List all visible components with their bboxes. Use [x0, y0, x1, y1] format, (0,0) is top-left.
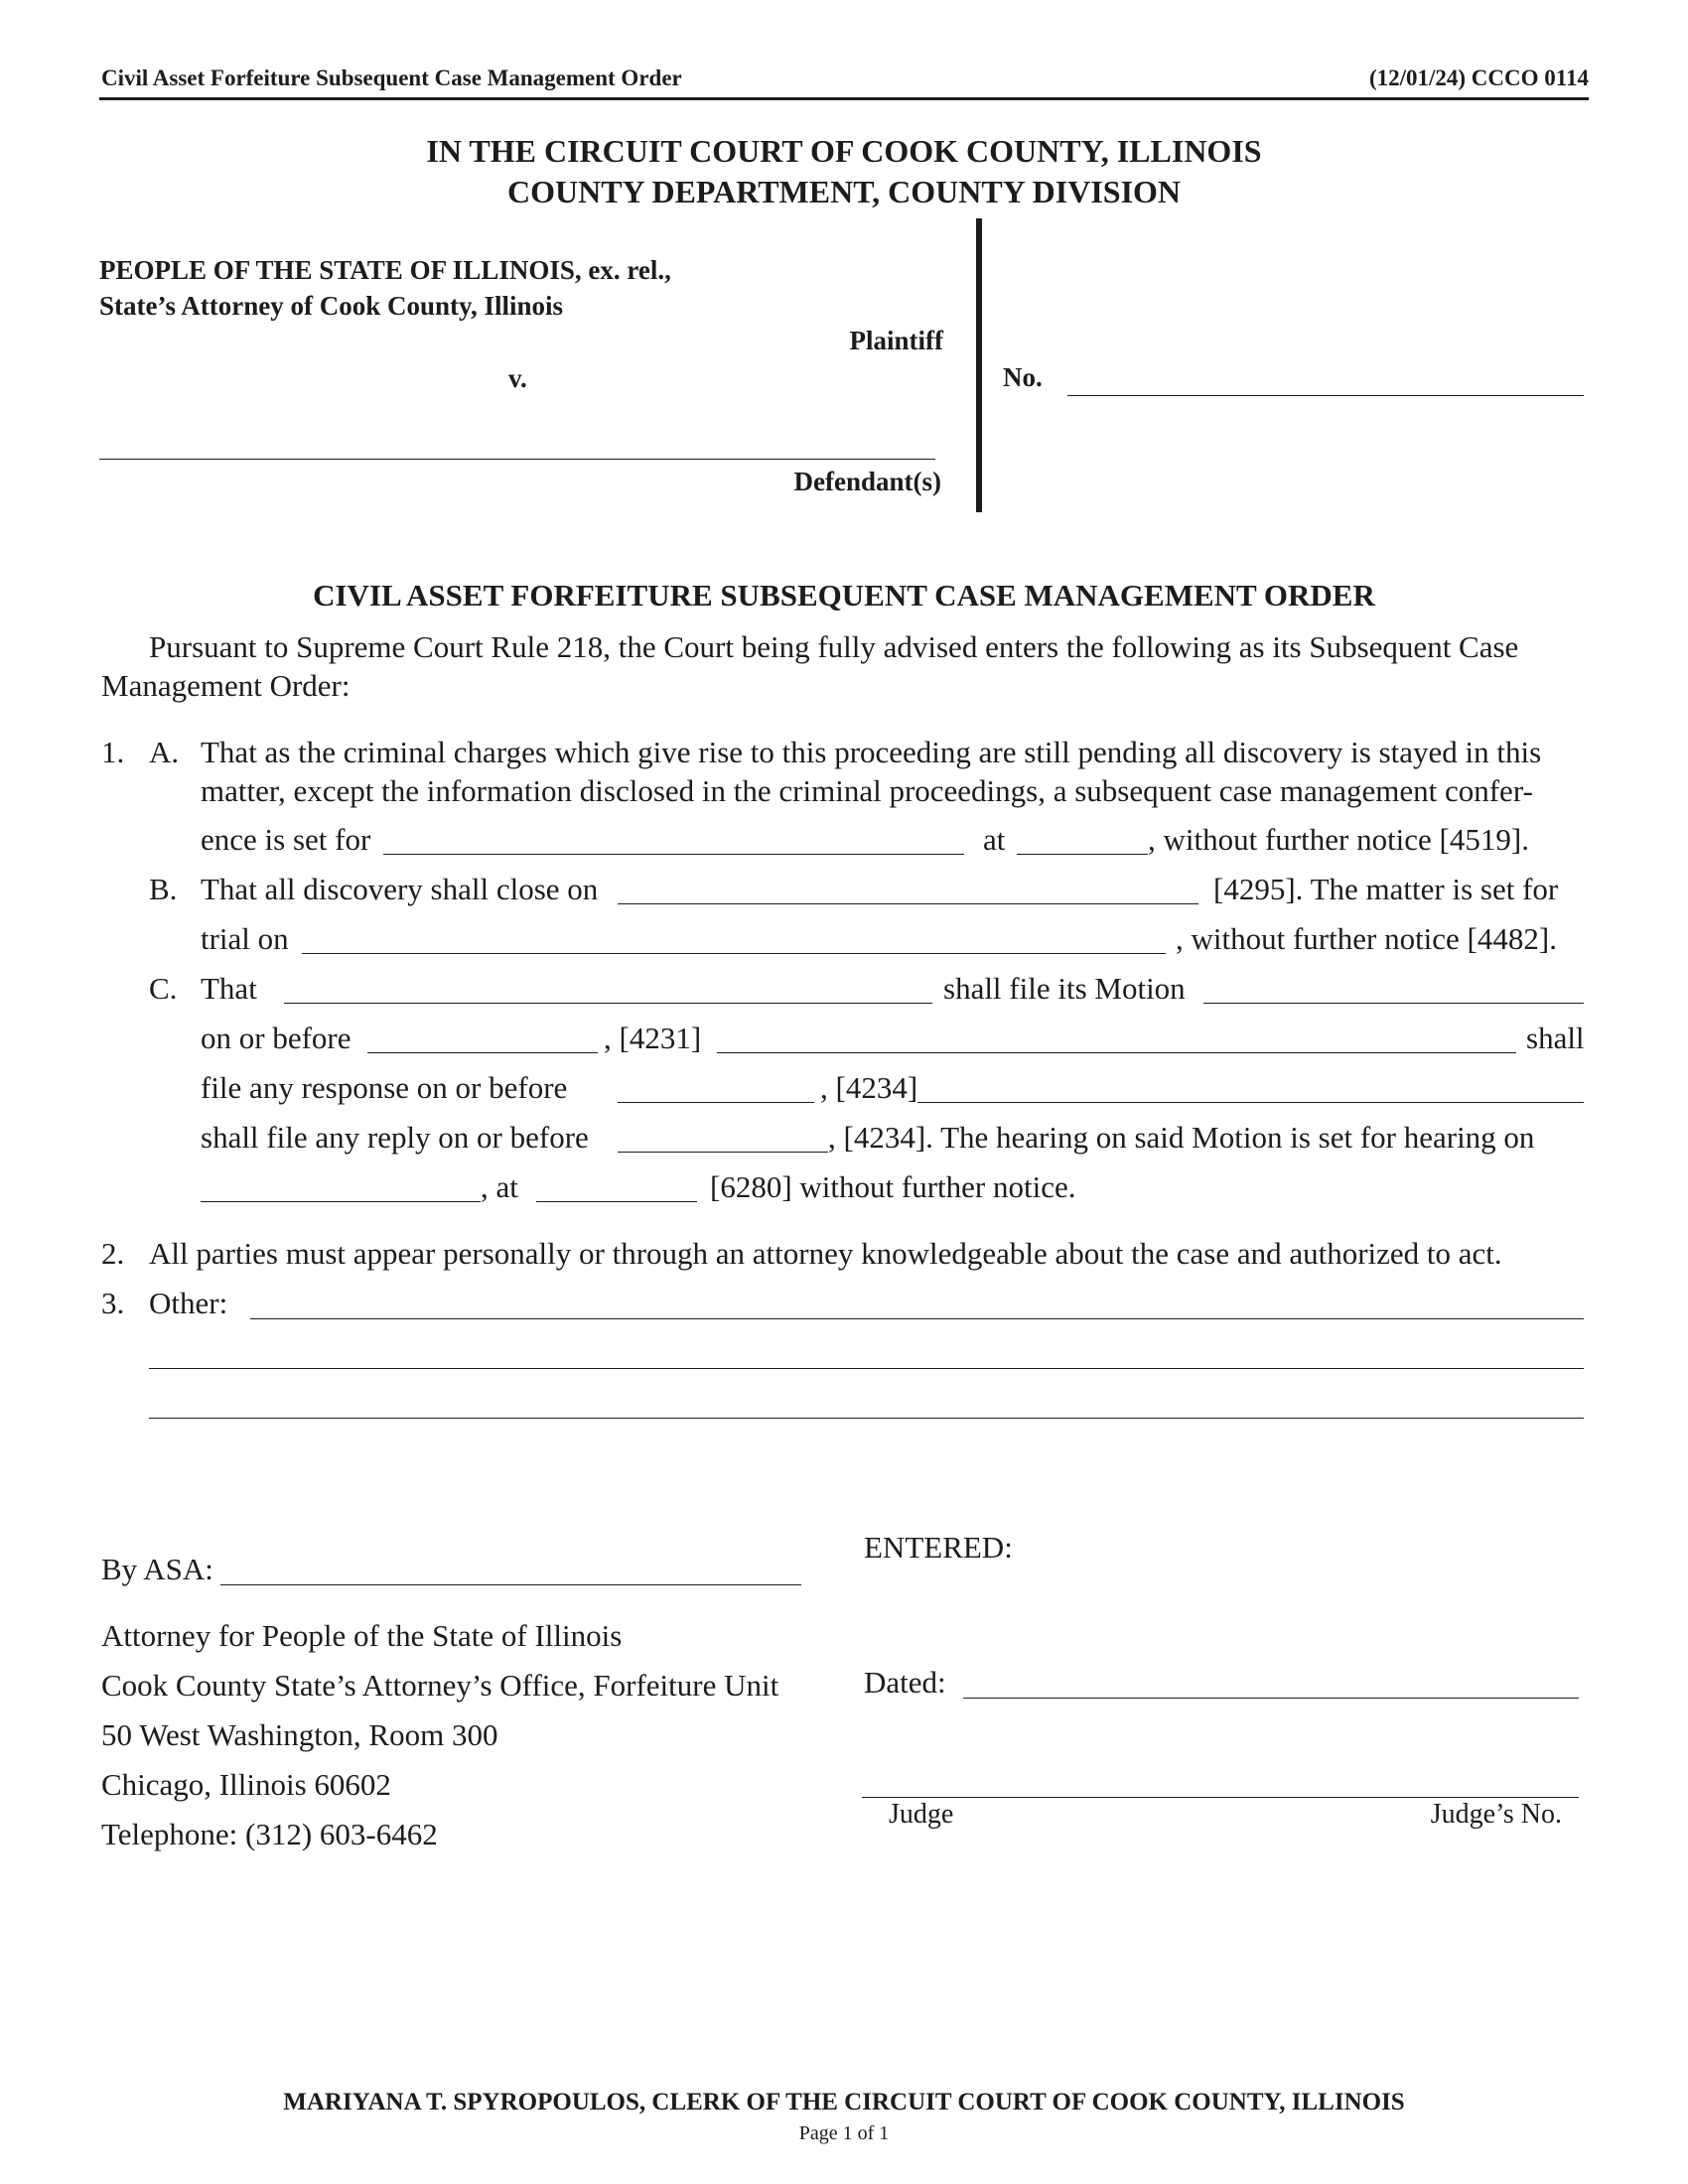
item-c-letter: C.: [149, 971, 178, 1006]
motion-name-field[interactable]: [1203, 969, 1584, 1004]
attorney-line-1: Attorney for People of the State of Illinois: [101, 1618, 623, 1653]
item-a-at: at: [983, 822, 1006, 857]
attorney-line-5: Telephone: (312) 603-6462: [101, 1817, 438, 1851]
item-a-line-2: matter, except the information disclosed in the criminal proceedings, a subsequent case management confer-: [201, 773, 1533, 808]
caption-divider: [976, 218, 982, 512]
item-c-line-3a: file any response on or before: [201, 1070, 568, 1105]
plaintiff-attorney: State’s Attorney of Cook County, Illinois: [99, 291, 564, 321]
hearing-time-field[interactable]: [536, 1167, 697, 1202]
dated-field[interactable]: [963, 1664, 1579, 1699]
defendant-label: Defendant(s): [793, 467, 941, 496]
item-b-line-2b: , without further notice [4482].: [1176, 921, 1557, 956]
other-field-3[interactable]: [149, 1384, 1584, 1419]
item-c-line-5b: [6280] without further notice.: [710, 1169, 1076, 1204]
clerk-footer: MARIYANA T. SPYROPOULOS, CLERK OF THE CIRCUIT COURT OF COOK COUNTY, ILLINOIS: [283, 2089, 1405, 2116]
court-line-1: IN THE CIRCUIT COURT OF COOK COUNTY, ILLINOIS: [426, 133, 1262, 169]
form-title: Civil Asset Forfeiture Subsequent Case Management Order: [101, 66, 682, 90]
plaintiff-name: PEOPLE OF THE STATE OF ILLINOIS, ex. rel.,: [99, 255, 671, 285]
item-c-line-5a: , at: [481, 1169, 518, 1204]
conference-date-field[interactable]: [383, 820, 964, 855]
case-number-field[interactable]: [1067, 361, 1584, 396]
discovery-close-field[interactable]: [618, 870, 1198, 904]
defendant-field[interactable]: [99, 425, 935, 460]
page-number: Page 1 of 1: [798, 2122, 890, 2144]
movant-field[interactable]: [284, 969, 932, 1004]
attorney-line-2: Cook County State’s Attorney’s Office, Forfeiture Unit: [101, 1668, 779, 1703]
dated-label: Dated:: [864, 1665, 946, 1700]
judge-signature-field[interactable]: [862, 1763, 1579, 1798]
item-c-line-2b: , [4231]: [604, 1021, 702, 1055]
case-no-label: No.: [1003, 362, 1043, 392]
item-b-line-1a: That all discovery shall close on: [201, 872, 599, 906]
intro-line-2: Management Order:: [101, 668, 351, 703]
item-a-line-1: That as the criminal charges which give rise to this proceeding are still pending all discovery is stayed in this: [201, 735, 1542, 769]
asa-signature-field[interactable]: [220, 1551, 801, 1585]
item-a-line-3c: , without further notice [4519].: [1148, 822, 1529, 857]
respondent-field[interactable]: [717, 1019, 1516, 1053]
form-code: (12/01/24) CCCO 0114: [1368, 66, 1589, 90]
item-3-label: Other:: [149, 1286, 228, 1320]
judge-label: Judge: [889, 1799, 954, 1830]
item-c-line-2c: shall: [1526, 1021, 1585, 1055]
header-rule: [99, 97, 1589, 100]
item-c-line-4b: , [4234]. The hearing on said Motion is set for hearing on: [828, 1120, 1535, 1155]
judge-number-label: Judge’s No.: [1430, 1799, 1562, 1830]
attorney-line-3: 50 West Washington, Room 300: [101, 1717, 498, 1752]
versus: v.: [508, 363, 527, 393]
item-a-letter: A.: [149, 735, 180, 769]
reply-date-field[interactable]: [618, 1118, 828, 1153]
item-c-line-4a: shall file any reply on or before: [201, 1120, 589, 1155]
item-c-line-1a: That: [201, 971, 257, 1006]
item-c-line-3b: , [4234]: [820, 1070, 918, 1105]
entered-label: ENTERED:: [864, 1530, 1013, 1565]
item-b-line-2a: trial on: [201, 921, 289, 956]
item-3-number: 3.: [101, 1286, 125, 1320]
other-field-2[interactable]: [149, 1334, 1584, 1369]
item-2-text: All parties must appear personally or through an attorney knowledgeable about the case and authorized to act.: [149, 1236, 1502, 1271]
item-c-line-1b: shall file its Motion: [943, 971, 1186, 1006]
attorney-line-4: Chicago, Illinois 60602: [101, 1767, 391, 1802]
court-line-2: COUNTY DEPARTMENT, COUNTY DIVISION: [506, 174, 1182, 209]
item-b-letter: B.: [149, 872, 178, 906]
intro-line-1: Pursuant to Supreme Court Rule 218, the Court being fully advised enters the following as its Subsequent Case: [149, 629, 1519, 664]
item-a-line-3a: ence is set for: [201, 822, 371, 857]
item-1-number: 1.: [101, 735, 125, 769]
motion-file-date-field[interactable]: [367, 1019, 598, 1053]
hearing-date-field[interactable]: [201, 1167, 481, 1202]
reply-party-field[interactable]: [917, 1068, 1584, 1103]
by-asa-label: By ASA:: [101, 1552, 213, 1586]
plaintiff-label: Plaintiff: [849, 326, 943, 355]
item-b-line-1b: [4295]. The matter is set for: [1213, 872, 1559, 906]
trial-date-field[interactable]: [302, 919, 1166, 954]
order-title: CIVIL ASSET FORFEITURE SUBSEQUENT CASE MANAGEMENT ORDER: [313, 578, 1375, 613]
other-field-1[interactable]: [250, 1285, 1584, 1319]
item-2-number: 2.: [101, 1236, 125, 1271]
conference-time-field[interactable]: [1017, 820, 1148, 855]
response-date-field[interactable]: [618, 1068, 814, 1103]
item-c-line-2a: on or before: [201, 1021, 352, 1055]
